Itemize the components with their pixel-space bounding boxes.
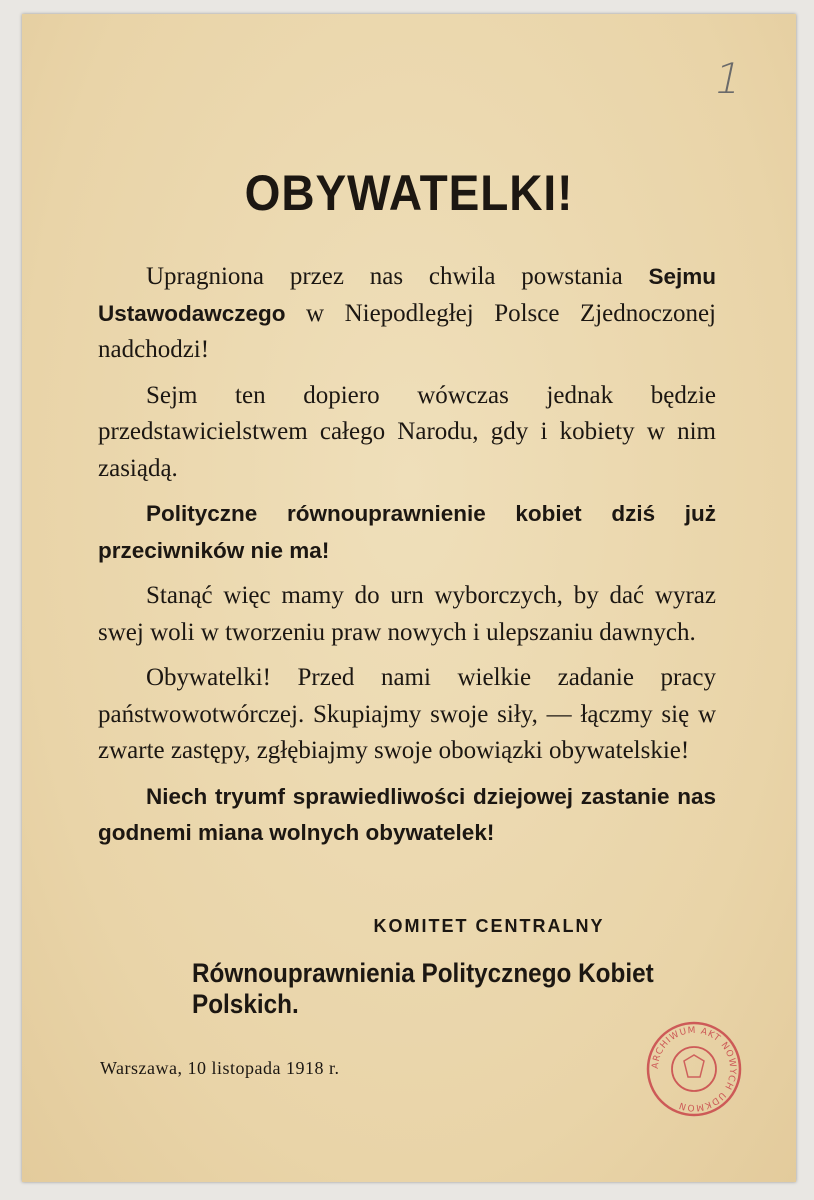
- paragraph-1-text-start: Upragniona przez nas chwila powstania: [146, 263, 649, 290]
- archive-stamp-icon: [644, 1019, 744, 1119]
- paragraph-5: Obywatelki! Przed nami wielkie zadanie pracy państwowotwórczej. Skupiajmy swoje siły, — łączmy się w zwarte zastępy, zgłębiajmy swoje obowiązki obywatelskie!: [98, 664, 716, 764]
- paragraph-6: Niech tryumf sprawiedliwości dziejowej zastanie nas godnemi miana wolnych obywatelek!: [98, 783, 716, 845]
- poster-title: OBYWATELKI!: [244, 165, 574, 221]
- paragraph-3: Polityczne równouprawnienie kobiet dziś już przeciwników nie ma!: [98, 501, 716, 563]
- stamp-text: ARCHIWUM AKT NOWYCH UDKMON: [650, 1025, 738, 1113]
- paragraph-4: Stanąć więc mamy do urn wyborczych, by dać wyraz swej woli w tworzeniu praw nowych i ulepszaniu dawnych.: [98, 582, 716, 646]
- archive-number: 1: [710, 54, 748, 103]
- paragraph-2: Sejm ten dopiero wówczas jednak będzie przedstawicielstwem całego Narodu, gdy i kobiety w nim zasiądą.: [98, 381, 716, 482]
- svg-text:ARCHIWUM AKT NOWYCH UDKMON: [651, 1026, 737, 1112]
- place-date: Warszawa, 10 listopada 1918 r.: [100, 1058, 340, 1078]
- poster-body: [98, 259, 716, 861]
- paragraph-1-text-end: w Niepodległej Polsce Zjednoczonej nadchodzi!: [98, 299, 716, 363]
- poster-sheet: [22, 14, 796, 1182]
- committee-name: KOMITET CENTRALNY: [373, 916, 605, 936]
- paragraph-1-bold: Sejmu Ustawodawczego: [98, 264, 716, 326]
- organization-name: Równouprawnienia Politycznego Kobiet Polskich.: [192, 958, 654, 1019]
- paragraph-1: [98, 259, 716, 369]
